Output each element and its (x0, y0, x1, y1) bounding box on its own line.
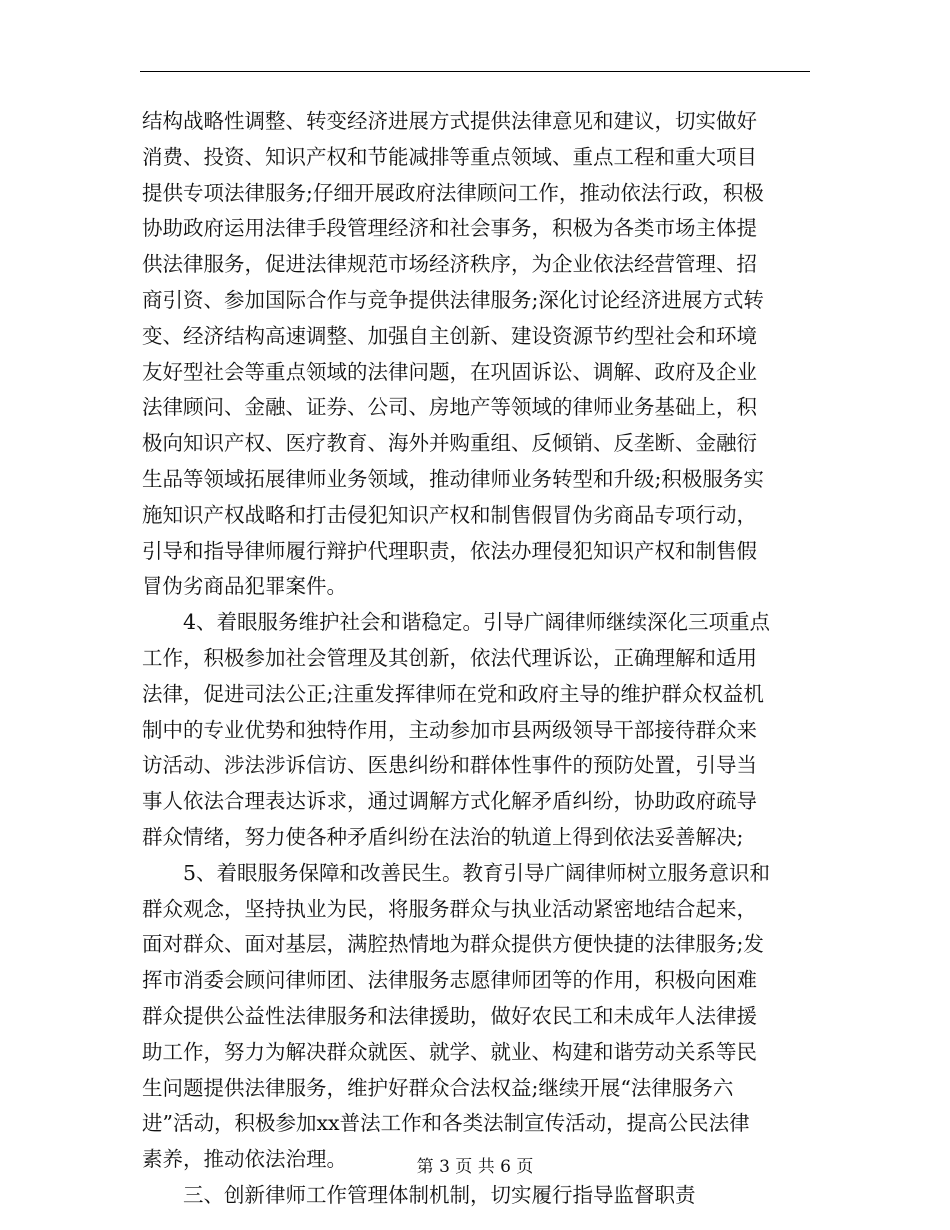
text-line: 友好型社会等重点领域的法律问题，在巩固诉讼、调解、政府及企业 (142, 359, 757, 384)
page-number: 第 3 页 共 6 页 (416, 1157, 534, 1177)
text-line: 冒伪劣商品犯罪案件。 (142, 574, 347, 599)
text-line: 结构战略性调整、转变经济进展方式提供法律意见和建议，切实做好 (142, 109, 757, 133)
text-line: 制中的专业优势和独特作用，主动参加市县两级领导干部接待群众来 (142, 717, 757, 742)
text-line: 引导和指导律师履行辩护代理职责，依法办理侵犯知识产权和制售假 (142, 538, 757, 563)
text-line: 面对群众、面对基层，满腔热情地为群众提供方便快捷的法律服务;发 (142, 932, 764, 957)
text-line: 群众情绪，努力使各种矛盾纠纷在法治的轨道上得到依法妥善解决; (142, 824, 744, 849)
text-line: 访活动、涉法涉诉信访、医患纠纷和群体性事件的预防处置，引导当 (142, 753, 757, 778)
text-line: 法律，促进司法公正;注重发挥律师在党和政府主导的维护群众权益机 (142, 681, 764, 706)
text-line: 变、经济结构高速调整、加强自主创新、建设资源节约型社会和环境 (142, 323, 757, 348)
section-three-heading: 三、创新律师工作管理体制机制，切实履行指导监督职责 (183, 1182, 696, 1207)
text-line: 消费、投资、知识产权和节能减排等重点领域、重点工程和重大项目 (142, 144, 757, 169)
paragraph-5-heading-line: 5、着眼服务保障和改善民生。教育引导广阔律师树立服务意识和 (183, 860, 771, 885)
text-line: 施知识产权战略和打击侵犯知识产权和制售假冒伪劣商品专项行动， (142, 502, 757, 527)
text-line: 素养，推动依法治理。 (142, 1147, 347, 1172)
text-line: 助工作，努力为解决群众就医、就学、就业、构建和谐劳动关系等民 (142, 1039, 757, 1064)
text-line: 生问题提供法律服务，维护好群众合法权益;继续开展“法律服务六 (142, 1075, 734, 1100)
text-line: 极向知识产权、医疗教育、海外并购重组、反倾销、反垄断、金融衍 (142, 431, 757, 456)
text-line: 提供专项法律服务;仔细开展政府法律顾问工作，推动依法行政，积极 (142, 180, 764, 205)
text-line: 工作，积极参加社会管理及其创新，依法代理诉讼，正确理解和适用 (142, 645, 757, 670)
text-line: 生品等领域拓展律师业务领域，推动律师业务转型和升级;积极服务实 (142, 466, 764, 491)
text-line: 协助政府运用法律手段管理经济和社会事务，积极为各类市场主体提 (142, 216, 757, 241)
paragraph-4-heading-line: 4、着眼服务维护社会和谐稳定。引导广阔律师继续深化三项重点 (183, 610, 771, 635)
text-line: 群众提供公益性法律服务和法律援助，做好农民工和未成年人法律援 (142, 1003, 757, 1028)
text-line: 群众观念，坚持执业为民，将服务群众与执业活动紧密地结合起来， (142, 896, 757, 921)
text-line: 进”活动，积极参加xx普法工作和各类法制宣传活动，提高公民法律 (142, 1111, 750, 1136)
text-line: 供法律服务，促进法律规范市场经济秩序，为企业依法经营管理、招 (142, 252, 757, 277)
text-line: 事人依法合理表达诉求，通过调解方式化解矛盾纠纷，协助政府疏导 (142, 789, 757, 814)
text-line: 商引资、参加国际合作与竞争提供法律服务;深化讨论经济进展方式转 (142, 287, 764, 312)
header-rule (140, 71, 810, 72)
text-line: 挥市消委会顾问律师团、法律服务志愿律师团等的作用，积极向困难 (142, 968, 757, 993)
document-body (142, 104, 810, 1214)
text-line: 法律顾问、金融、证券、公司、房地产等领域的律师业务基础上，积 (142, 395, 757, 420)
